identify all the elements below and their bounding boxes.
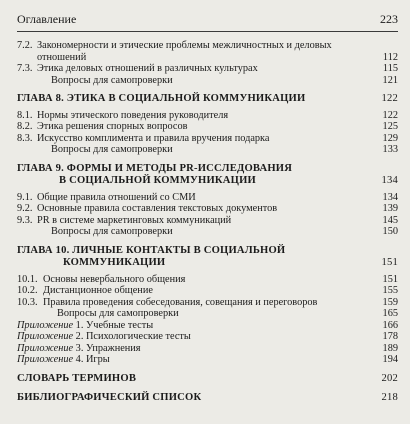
appendix-title: 3. Упражнения [75,342,141,354]
entry-page: 151 [382,273,398,285]
entry-title: Вопросы для самопроверки [51,74,173,86]
entry-title: Общие правила отношений со СМИ [37,191,196,203]
appendix-title: 1. Учебные тесты [75,319,154,331]
entry-page: 165 [382,308,398,319]
appendix-label: Приложение [17,331,74,342]
toc-entry [17,110,398,122]
entry-page: 125 [382,121,398,132]
entry-page: 122 [382,109,398,121]
entry-title: Этика решения спорных вопросов [37,121,188,132]
chapter-page: 122 [381,93,398,104]
chapter-title: ГЛАВА 9. ФОРМЫ И МЕТОДЫ PR-ИССЛЕДОВАНИЯ [17,162,293,174]
appendix-page: 166 [382,319,398,331]
entry-number: 10.3. [17,296,38,308]
toc-entry-cont [17,52,398,64]
toc-entry [17,133,398,145]
header-page-number: 223 [380,12,398,26]
entry-page: 139 [382,203,398,214]
toc-entry [17,192,398,204]
entry-title: Вопросы для самопроверки [57,308,179,319]
entry-title-cont: отношений [37,51,87,63]
chapter-heading [17,93,398,106]
entry-page: 133 [382,144,398,155]
glossary-heading [17,373,398,386]
entry-number: 8.2. [17,121,33,132]
entry-page: 155 [382,285,398,296]
entry-title: Основные правила составления текстовых документов [37,203,278,214]
entry-page: 115 [382,63,398,74]
entry-number: 10.2. [17,285,38,296]
toc-entry [17,297,398,309]
entry-number: 8.3. [17,132,33,144]
bibliography-heading [17,392,398,405]
entry-number: 9.3. [17,214,33,226]
toc-entry [17,285,398,297]
entry-page: 129 [382,132,398,144]
chapter-title: ГЛАВА 10. ЛИЧНЫЕ КОНТАКТЫ В СОЦИАЛЬНОЙ [17,244,286,256]
entry-number: 7.3. [17,63,33,74]
chapter-heading [17,245,398,258]
toc-entry [17,144,398,156]
entry-number: 8.1. [17,109,33,121]
toc-entry [17,121,398,133]
appendix-title: 4. Игры [75,354,110,365]
toc-entry [17,75,398,87]
entry-page: 121 [382,74,398,86]
entry-page: 134 [382,191,398,203]
toc-entry [17,226,398,238]
toc-entry [17,308,398,320]
appendix-entry [17,331,398,343]
chapter-page: 134 [381,175,398,186]
toc-entry [17,274,398,286]
entry-title: Закономерности и этические проблемы межличностных и деловых [37,40,332,51]
entry-number: 9.1. [17,191,33,203]
glossary-page: 202 [381,372,398,384]
glossary-title: СЛОВАРЬ ТЕРМИНОВ [17,372,137,384]
entry-title: Основы невербального общения [43,273,186,285]
appendix-label: Приложение [17,354,74,365]
chapter-heading-cont [17,175,398,188]
entry-title: Дистанционное общение [43,285,153,296]
chapter-heading-cont [17,257,398,270]
appendix-label: Приложение [17,319,74,331]
entry-page: 145 [382,214,398,226]
chapter-page: 151 [381,257,398,268]
appendix-page: 189 [382,342,398,354]
header-rule [17,31,398,32]
page-header [17,12,398,30]
chapter-title: ГЛАВА 8. ЭТИКА В СОЦИАЛЬНОЙ КОММУНИКАЦИИ [17,93,306,104]
table-of-contents [17,40,398,405]
toc-entry [17,215,398,227]
entry-title: Нормы этического поведения руководителя [37,109,229,121]
chapter-heading [17,163,398,176]
bibliography-page: 218 [381,392,398,403]
entry-number: 10.1. [17,273,38,285]
chapter-title-cont: КОММУНИКАЦИИ [63,257,166,268]
bibliography-title: БИБЛИОГРАФИЧЕСКИЙ СПИСОК [17,392,202,403]
chapter-title-cont: В СОЦИАЛЬНОЙ КОММУНИКАЦИИ [59,175,256,186]
entry-title: PR в системе маркетинговых коммуникаций [37,214,232,226]
toc-entry [17,40,398,52]
appendix-page: 178 [382,331,398,342]
appendix-entry [17,354,398,366]
appendix-entry [17,343,398,355]
toc-entry [17,203,398,215]
entry-title: Вопросы для самопроверки [51,144,173,155]
entry-title: Искусство комплимента и правила вручения подарка [37,132,270,144]
entry-title: Вопросы для самопроверки [51,226,173,237]
entry-title: Правила проведения собеседования, совещания и переговоров [43,296,318,308]
header-title: Оглавление [17,12,77,26]
entry-title: Этика деловых отношений в различных культурах [37,63,258,74]
entry-page: 112 [382,51,398,63]
entry-page: 150 [382,226,398,237]
entry-number: 7.2. [17,40,33,51]
appendix-title: 2. Психологические тесты [75,331,191,342]
appendix-entry [17,320,398,332]
entry-page: 159 [382,296,398,308]
entry-number: 9.2. [17,203,33,214]
appendix-page: 194 [382,354,398,365]
appendix-label: Приложение [17,342,74,354]
toc-entry [17,63,398,75]
